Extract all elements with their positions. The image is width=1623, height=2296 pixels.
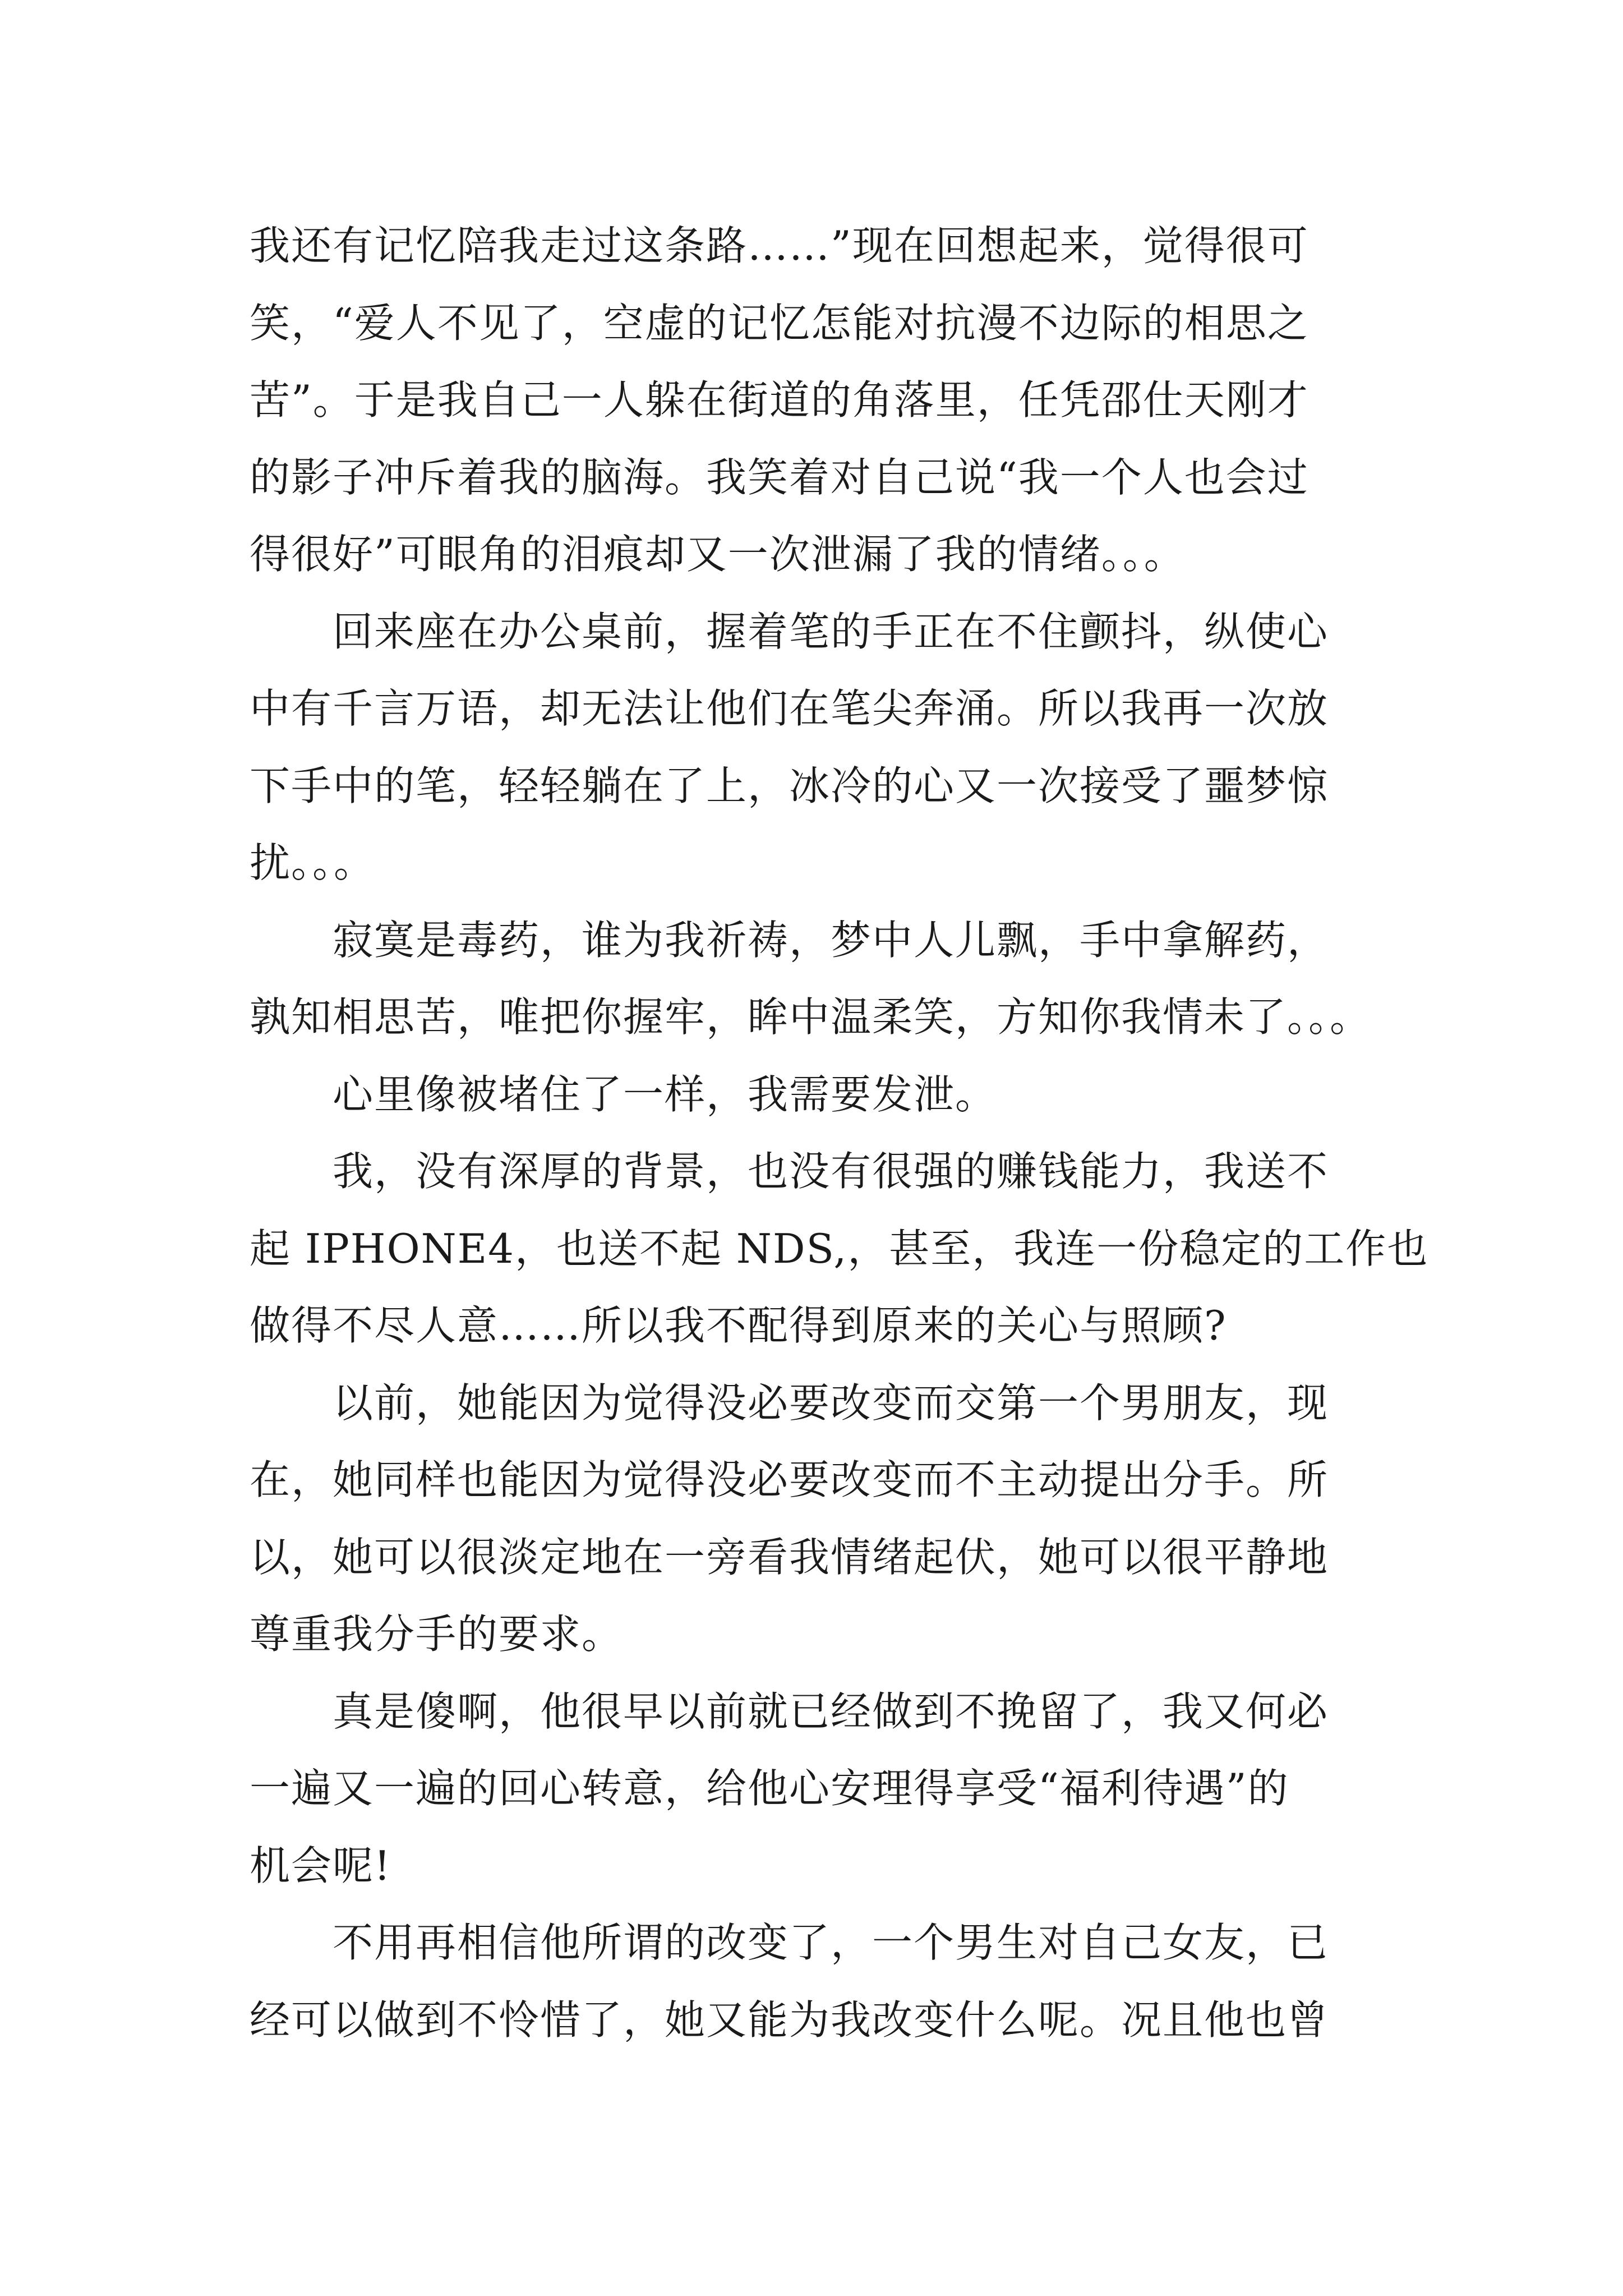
text-line: 下手中的笔，轻轻躺在了上，冰冷的心又一次接受了噩梦惊 — [250, 762, 1329, 809]
text-line: 做得不尽人意……所以我不配得到原来的关心与照顾? — [250, 1302, 1227, 1349]
text-line: 扰。。。 — [250, 839, 376, 886]
text-line: 心里像被堵住了一样，我需要发泄。 — [333, 1070, 997, 1118]
text-line: 起 IPHONE4，也送不起 NDS,，甚至，我连一份稳定的工作也 — [250, 1225, 1429, 1272]
text-line: 我还有记忆陪我走过这条路……”现在回想起来，觉得很可 — [250, 222, 1309, 269]
text-line: 不用再相信他所谓的改变了，一个男生对自己女友，已 — [333, 1919, 1329, 1966]
text-line: 我，没有深厚的背景，也没有很强的赚钱能力，我送不 — [333, 1148, 1329, 1195]
text-line: 寂寞是毒药，谁为我祈祷，梦中人儿飘，手中拿解药， — [333, 916, 1329, 964]
text-line: 经可以做到不怜惜了，她又能为我改变什么呢。况且他也曾 — [250, 1996, 1329, 2044]
text-line: 得很好”可眼角的泪痕却又一次泄漏了我的情绪。。。 — [250, 531, 1186, 578]
text-line: 的影子冲斥着我的脑海。我笑着对自己说“我一个人也会过 — [250, 453, 1309, 501]
text-line: 笑，“爱人不见了，空虚的记忆怎能对抗漫不边际的相思之 — [250, 299, 1309, 347]
text-line: 中有千言万语，却无法让他们在笔尖奔涌。所以我再一次放 — [250, 685, 1329, 732]
text-line: 以前，她能因为觉得没必要改变而交第一个男朋友，现 — [333, 1379, 1329, 1427]
document-body — [250, 208, 1429, 2059]
text-line: 真是傻啊，他很早以前就已经做到不挽留了，我又何必 — [333, 1687, 1329, 1735]
text-line: 尊重我分手的要求。 — [250, 1611, 624, 1658]
text-line: 苦”。于是我自己一人躲在街道的角落里，任凭邵仕天刚才 — [250, 376, 1309, 424]
text-line: 孰知相思苦，唯把你握牢，眸中温柔笑，方知你我情未了。。。 — [250, 993, 1372, 1041]
text-line: 回来座在办公桌前，握着笔的手正在不住颤抖，纵使心 — [333, 608, 1329, 655]
text-line: 机会呢! — [250, 1842, 391, 1889]
text-line: 一遍又一遍的回心转意，给他心安理得享受“福利待遇”的 — [250, 1765, 1289, 1812]
text-line: 以，她可以很淡定地在一旁看我情绪起伏，她可以很平静地 — [250, 1533, 1329, 1581]
text-line: 在，她同样也能因为觉得没必要改变而不主动提出分手。所 — [250, 1456, 1329, 1503]
